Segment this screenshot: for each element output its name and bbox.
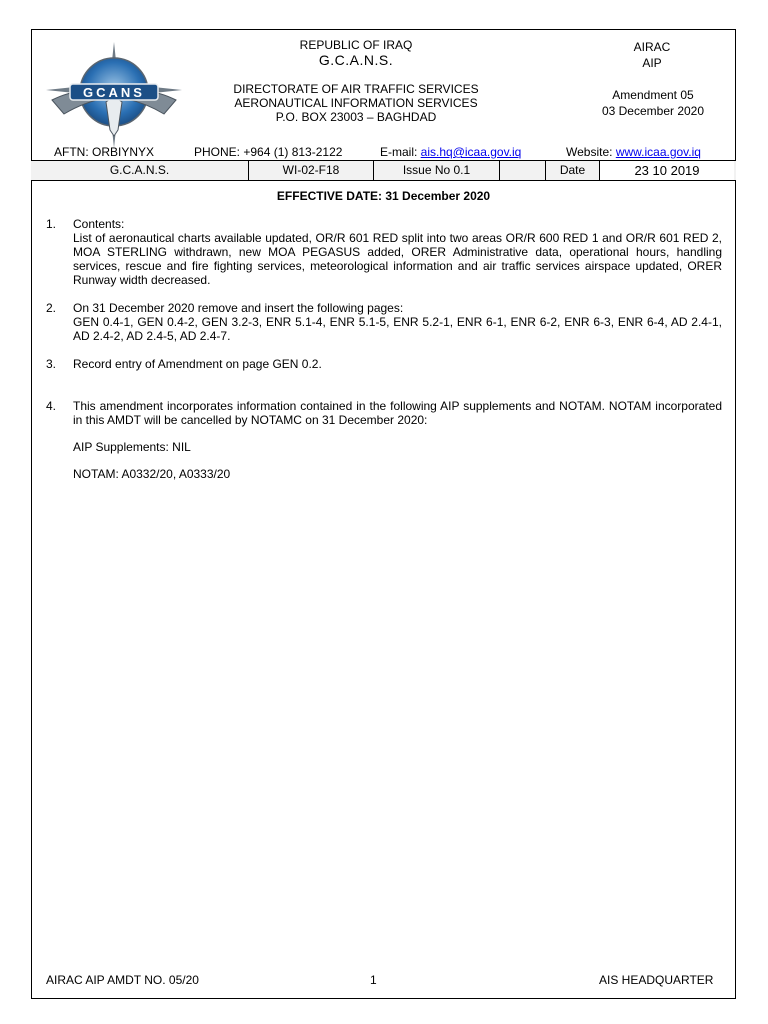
item-title: This amendment incorporates information contained in the following AIP supplements and NOTAM. NOTAM incorporated in this AMDT will be cancelled by NOTAMC on 31 December 2020: bbox=[73, 399, 722, 427]
ref-date-label: Date bbox=[546, 161, 600, 180]
ref-date-value: 23 10 2019 bbox=[600, 161, 734, 180]
aftn-address: AFTN: ORBIYNYX bbox=[54, 145, 155, 159]
aip-label: AIP bbox=[642, 56, 662, 70]
airac-label: AIRAC bbox=[633, 40, 671, 54]
footer-amendment-ref: AIRAC AIP AMDT NO. 05/20 bbox=[46, 973, 199, 987]
department-block bbox=[206, 82, 506, 124]
ref-org: G.C.A.N.S. bbox=[31, 161, 249, 180]
department-line: P.O. BOX 23003 – BAGHDAD bbox=[275, 110, 437, 124]
item-pages bbox=[73, 301, 722, 343]
ref-blank-cell bbox=[500, 161, 546, 180]
website-block bbox=[566, 145, 701, 159]
email-link[interactable]: ais.hq@icaa.gov.iq bbox=[420, 145, 522, 159]
item-incorporations bbox=[73, 399, 722, 481]
country-name: REPUBLIC OF IRAQ bbox=[299, 38, 413, 52]
document-reference-row bbox=[31, 160, 736, 181]
item-title: Record entry of Amendment on page GEN 0.2. bbox=[73, 357, 322, 371]
website-link[interactable]: www.icaa.gov.iq bbox=[615, 145, 701, 159]
department-line: DIRECTORATE OF AIR TRAFFIC SERVICES bbox=[233, 82, 479, 96]
ref-issue-number: Issue No 0.1 bbox=[374, 161, 500, 180]
notam-list: NOTAM: A0332/20, A0333/20 bbox=[73, 467, 231, 481]
website-label: Website: bbox=[566, 145, 616, 159]
phone-number: PHONE: +964 (1) 813-2122 bbox=[194, 145, 343, 159]
effective-date: EFFECTIVE DATE: 31 December 2020 bbox=[276, 189, 491, 203]
item-title: On 31 December 2020 remove and insert the following pages: bbox=[73, 301, 404, 315]
item-contents bbox=[73, 217, 722, 287]
item-body: GEN 0.4-1, GEN 0.4-2, GEN 3.2-3, ENR 5.1-4, ENR 5.1-5, ENR 5.2-1, ENR 6-1, ENR 6-2, ENR 6-3, ENR 6-4, AD 2.4-1, AD 2.4-2, AD 2.4-5, AD 2.4-7. bbox=[73, 315, 722, 343]
amendment-number: Amendment 05 bbox=[612, 88, 694, 102]
item-number: 2. bbox=[46, 301, 57, 315]
item-number: 4. bbox=[46, 399, 57, 413]
footer-page-number: 1 bbox=[370, 973, 377, 987]
item-title: Contents: bbox=[73, 217, 125, 231]
item-body: List of aeronautical charts available updated, OR/R 601 RED split into two areas OR/R 600 RED 1 and OR/R 601 RED 2, MOA STERLING withdrawn, new MOA PEGASUS added, ORER Administrative data, operational hours, handling services, rescue and fire fighting services, meteorological information and air traffic services airspace updated, ORER Runway width decreased. bbox=[73, 231, 722, 287]
aip-supplements: AIP Supplements: NIL bbox=[73, 440, 191, 454]
item-record-entry bbox=[73, 357, 722, 371]
ref-form-number: WI-02-F18 bbox=[249, 161, 374, 180]
footer-office: AIS HEADQUARTER bbox=[599, 973, 714, 987]
amendment-date: 03 December 2020 bbox=[601, 104, 705, 118]
email-block bbox=[380, 145, 521, 159]
gcans-logo bbox=[44, 40, 184, 150]
gcans-logo-graphic bbox=[44, 40, 184, 150]
email-label: E-mail: bbox=[380, 145, 421, 159]
item-number: 1. bbox=[46, 217, 57, 231]
department-line: AERONAUTICAL INFORMATION SERVICES bbox=[234, 96, 478, 110]
org-name: G.C.A.N.S. bbox=[318, 52, 394, 68]
item-number: 3. bbox=[46, 357, 57, 371]
logo-text: GCANS bbox=[83, 85, 145, 100]
